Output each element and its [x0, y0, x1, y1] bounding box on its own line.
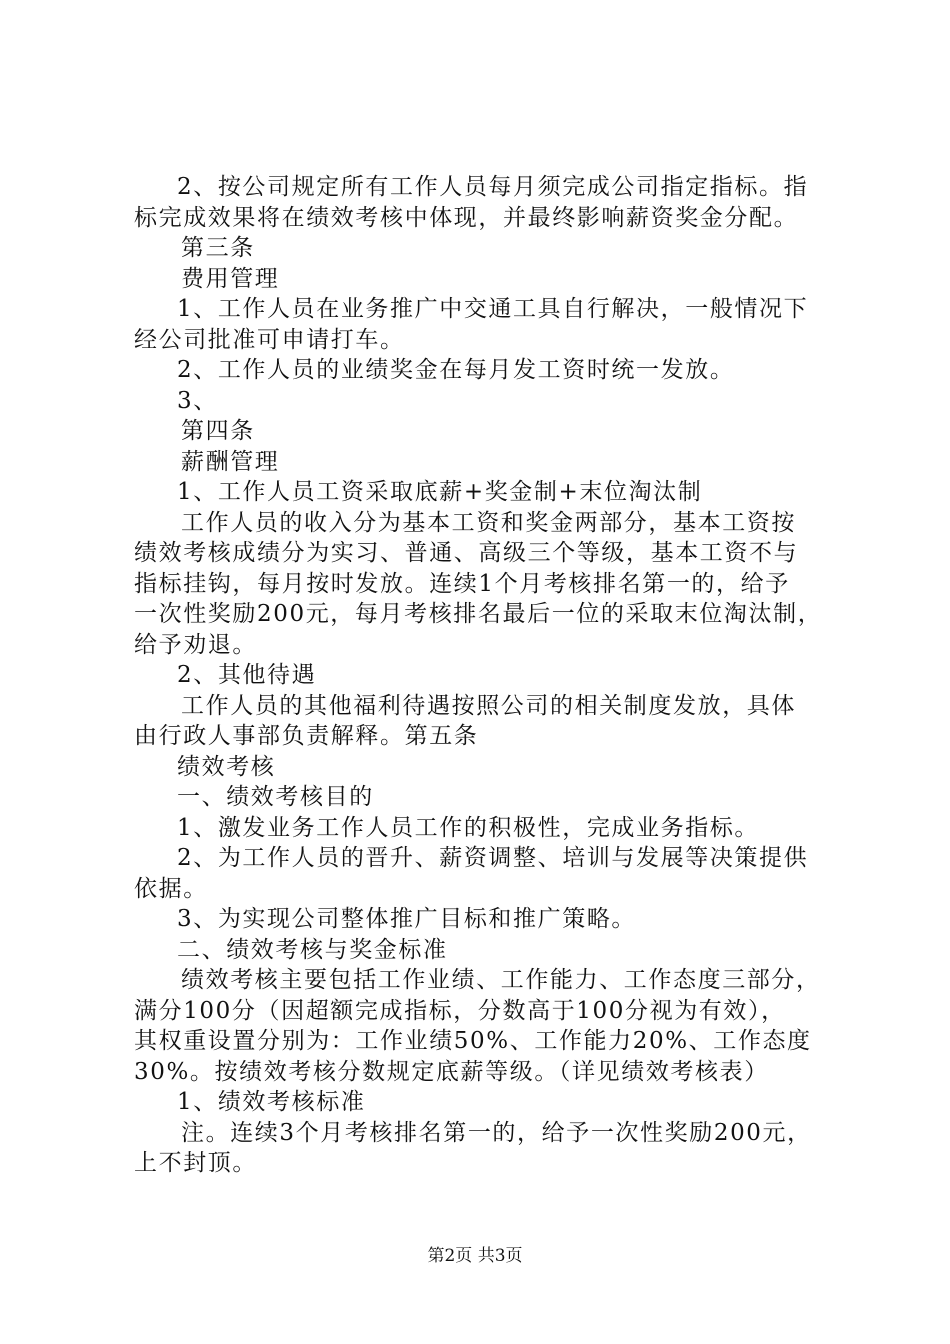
- text-line: 注。连续3个月考核排名第一的，给予一次性奖励200元，: [181, 1119, 812, 1146]
- text-line: 标完成效果将在绩效考核中体现，并最终影响薪资奖金分配。: [134, 204, 799, 231]
- text-line: 3、为实现公司整体推广目标和推广策略。: [177, 906, 637, 932]
- text-line: 工作人员的收入分为基本工资和奖金两部分，基本工资按: [181, 509, 796, 536]
- text-line: 第四条: [181, 418, 255, 444]
- text-line: 经公司批准可申请打车。: [134, 326, 405, 353]
- text-line: 绩效考核主要包括工作业绩、工作能力、工作态度三部分，: [181, 967, 821, 993]
- text-line: 绩效考核: [177, 753, 276, 780]
- text-line: 30%。按绩效考核分数规定底薪等级。（详见绩效考核表）: [134, 1058, 769, 1085]
- page-number-label: 第2页 共3页: [427, 1246, 523, 1266]
- text-line: 1、工作人员工资采取底薪+奖金制+末位淘汰制: [177, 479, 703, 505]
- text-line: 一次性奖励200元，每月考核排名最后一位的采取末位淘汰制，: [134, 601, 823, 627]
- text-line: 指标挂钩，每月按时发放。连续1个月考核排名第一的，给予: [134, 570, 790, 597]
- page-footer: [0, 1245, 950, 1267]
- text-line: 1、激发业务工作人员工作的积极性，完成业务指标。: [177, 814, 760, 841]
- text-line: 二、绩效考核与奖金标准: [177, 936, 448, 963]
- text-line: 满分100分（因超额完成指标，分数高于100分视为有效），: [134, 997, 786, 1024]
- text-line: 1、绩效考核标准: [177, 1089, 366, 1115]
- text-line: 2、其他待遇: [177, 662, 317, 688]
- text-line: 上不封顶。: [134, 1150, 257, 1176]
- text-line: 第三条: [181, 235, 255, 261]
- text-line: 薪酬管理: [181, 448, 280, 475]
- text-line: 由行政人事部负责解释。第五条: [134, 723, 479, 749]
- text-line: 工作人员的其他福利待遇按照公司的相关制度发放，具体: [181, 692, 796, 719]
- text-line: 给予劝退。: [134, 631, 257, 658]
- text-line: 一、绩效考核目的: [177, 784, 374, 810]
- text-line: 3、: [177, 387, 218, 414]
- text-line: 其权重设置分别为：工作业绩50%、工作能力20%、工作态度: [134, 1028, 812, 1054]
- text-line: 费用管理: [181, 265, 280, 292]
- text-line: 依据。: [134, 875, 208, 902]
- text-line: 1、工作人员在业务推广中交通工具自行解决，一般情况下: [177, 296, 809, 322]
- text-line: 绩效考核成绩分为实习、普通、高级三个等级，基本工资不与: [134, 540, 799, 566]
- text-line: 2、为工作人员的晋升、薪资调整、培训与发展等决策提供: [177, 845, 809, 871]
- document-body: [134, 172, 834, 1179]
- text-line: 2、按公司规定所有工作人员每月须完成公司指定指标。指: [177, 174, 809, 200]
- text-line: 2、工作人员的业绩奖金在每月发工资时统一发放。: [177, 357, 735, 383]
